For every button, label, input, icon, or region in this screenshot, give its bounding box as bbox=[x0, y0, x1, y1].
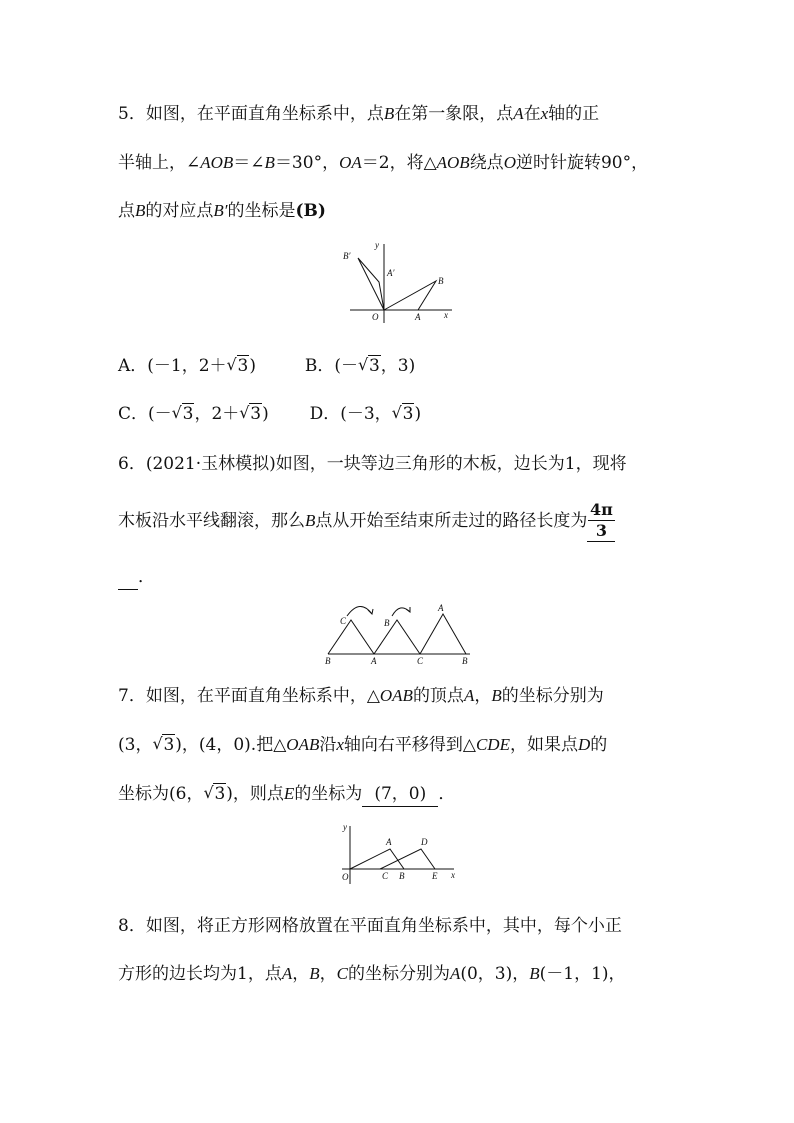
q7-label-e: E bbox=[432, 871, 438, 881]
q6-line-1: 6．(2021·玉林模拟)如图，一块等边三角形的木板，边长为1，现将 bbox=[118, 454, 627, 474]
q5-rotated-triangle bbox=[358, 258, 384, 310]
q5-options-row-1 bbox=[118, 354, 415, 380]
q5-label-b: B bbox=[438, 276, 444, 286]
q6-answer-blank bbox=[587, 500, 615, 542]
q7-label-x: x bbox=[451, 870, 455, 880]
q5-line-1: 5．如图，在平面直角坐标系中，点B在第一象限，点A在x轴的正 bbox=[118, 104, 600, 124]
q5-option-a: A．(－1，2＋√ 3) bbox=[118, 356, 256, 376]
q6-line-2: 木板沿水平线翻滚，那么B点从开始至结束所走过的路径长度为 $\frac{4\pi}{3}$ bbox=[118, 500, 615, 544]
q7-figure bbox=[338, 822, 463, 888]
q5-label-bp: B′ bbox=[343, 251, 351, 261]
q7-label-o: O bbox=[342, 872, 349, 882]
q7-line-3: 坐标为(6，√ 3)，则点E的坐标为 (7，0) ． bbox=[118, 782, 455, 808]
q6-triangle-2 bbox=[374, 620, 420, 654]
q5-label-a: A bbox=[415, 312, 421, 322]
q7-triangle-cde bbox=[380, 849, 435, 869]
q6-label-b-bottom-2: B bbox=[462, 656, 468, 666]
q6-label-a-top: A bbox=[438, 603, 444, 613]
q5-option-b: B．(－√ 3，3) bbox=[305, 356, 415, 376]
q6-line-3: ． bbox=[118, 565, 155, 591]
q7-line-2: (3，√ 3)，(4，0).把△OAB沿x轴向右平移得到△CDE，如果点D的 bbox=[118, 733, 607, 759]
q6-label-b-top: B bbox=[384, 618, 390, 628]
q6-label-c-bottom: C bbox=[417, 656, 424, 666]
q7-answer: (7，0) bbox=[374, 784, 427, 804]
q6-roll-arc-1 bbox=[347, 606, 372, 616]
q6-figure bbox=[320, 600, 480, 670]
q7-triangle-oab bbox=[350, 849, 404, 869]
q5-answer: (B) bbox=[295, 201, 326, 221]
q7-label-a: A bbox=[386, 837, 392, 847]
q7-answer-blank bbox=[362, 782, 438, 807]
q5-triangle-oab bbox=[384, 281, 436, 310]
q6-label-c-top: C bbox=[340, 616, 347, 626]
q7-line-1: 7．如图，在平面直角坐标系中，△OAB的顶点A，B的坐标分别为 bbox=[118, 686, 604, 706]
q7-label-c: C bbox=[382, 871, 389, 881]
q5-label-x: x bbox=[444, 310, 448, 320]
q7-label-b: B bbox=[399, 871, 405, 881]
q5-label-ap: A′ bbox=[387, 268, 395, 278]
q5-figure bbox=[340, 238, 460, 328]
q5-options-row-2 bbox=[118, 402, 421, 428]
q5-option-d: D．(－3，√ 3) bbox=[310, 404, 422, 424]
q8-line-1: 8．如图，将正方形网格放置在平面直角坐标系中，其中，每个小正 bbox=[118, 916, 622, 936]
q8-line-2: 方形的边长均为1，点A，B，C的坐标分别为A(0，3)，B(－1，1)， bbox=[118, 964, 626, 984]
q6-triangle-1 bbox=[328, 620, 374, 654]
q7-label-d: D bbox=[421, 837, 428, 847]
q5-label-y: y bbox=[375, 240, 379, 250]
q6-label-a-bottom: A bbox=[371, 656, 377, 666]
q5-line-3: 点B的对应点B′的坐标是(B) bbox=[118, 201, 326, 221]
q6-label-b-bottom-1: B bbox=[325, 656, 331, 666]
q5-option-c: C．(－√ 3，2＋√ 3) bbox=[118, 404, 269, 424]
q6-triangle-3 bbox=[420, 614, 466, 654]
q5-label-o: O bbox=[372, 312, 379, 322]
q6-arrowhead-2 bbox=[406, 607, 410, 612]
q6-roll-arc-2 bbox=[392, 608, 410, 616]
q5-line-2: 半轴上，∠AOB＝∠B＝30°，OA＝2，将△AOB绕点O逆时针旋转90°， bbox=[118, 153, 649, 173]
q6-answer: $\frac{4\pi}{3}$ bbox=[589, 500, 613, 540]
q7-label-y: y bbox=[343, 822, 347, 832]
